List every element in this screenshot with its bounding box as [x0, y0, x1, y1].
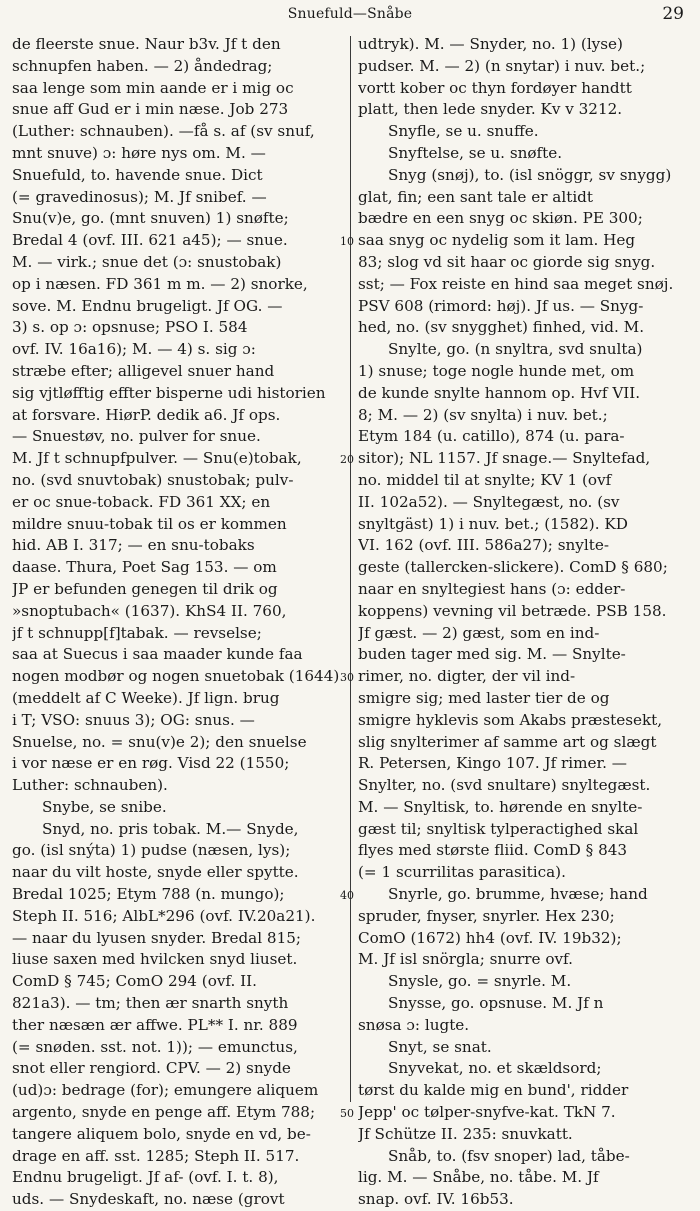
text-line: saa at Suecus i saa maader kunde faa	[12, 645, 303, 664]
text-line: M. Jf isl snörgla; snurre ovf.	[358, 950, 573, 969]
text-line: rimer, no. digter, der vil ind-	[358, 667, 576, 686]
text-line: jf t schnupp[f]tabak. — revselse;	[12, 623, 262, 642]
text-line: PSV 608 (rimord: høj). Jf us. — Snyg-	[358, 296, 644, 315]
text-line: udtryk). M. — Snyder, no. 1) (lyse)	[358, 35, 623, 53]
text-line: liuse saxen med hvilcken snyd liuset.	[12, 950, 298, 969]
text-line: hid. AB I. 317; — en snu-tobaks	[12, 536, 255, 555]
text-line: Snuefuld, to. havende snue. Dict	[12, 165, 263, 184]
text-line: — naar du lyusen snyder. Bredal 815;	[12, 928, 302, 947]
text-line: snyltgäst) 1) i nuv. bet.; (1582). KD	[358, 514, 628, 533]
text-line: Snysse, go. opsnuse. M. Jf n	[388, 994, 604, 1013]
text-line: ovf. IV. 16a16); M. — 4) s. sig ɔ:	[12, 340, 256, 359]
line-number: 40	[340, 889, 354, 903]
text-line: snot eller rengiord. CPV. — 2) snyde	[12, 1059, 291, 1078]
text-line: smigre hyklevis som Akabs præstesekt,	[358, 710, 663, 729]
text-line: sitor); NL 1157. Jf snage.— Snyltefad,	[358, 449, 651, 468]
text-line: i vor næse er en røg. Visd 22 (1550;	[12, 754, 290, 773]
text-line: Bredal 1025; Etym 788 (n. mungo);	[12, 885, 285, 904]
text-line: Snyrle, go. brumme, hvæse; hand	[388, 885, 648, 904]
text-line: Etym 184 (u. catillo), 874 (u. para-	[358, 427, 625, 446]
text-line: schnupfen haben. — 2) åndedrag;	[12, 56, 273, 75]
text-line: saa snyg oc nydelig som it lam. Heg	[358, 231, 636, 250]
text-line: naar du vilt hoste, snyde eller spytte.	[12, 863, 299, 882]
column-divider	[350, 36, 351, 1102]
text-line: (= 1 scurrilitas parasitica).	[358, 863, 566, 882]
running-head: Snuefuld—Snåbe	[287, 6, 413, 22]
text-line: Jf gæst. — 2) gæst, som en ind-	[358, 623, 600, 642]
text-line: 1) snuse; toge nogle hunde met, om	[358, 361, 635, 380]
text-line: stræbe efter; alligevel snuer hand	[12, 361, 275, 380]
text-line: snøsa ɔ: lugte.	[358, 1015, 470, 1034]
text-line: M. — virk.; snue det (ɔ: snustobak)	[12, 252, 282, 271]
line-number: 50	[340, 1107, 354, 1121]
text-line: hed, no. (sv snygghet) finhed, vid. M.	[358, 318, 645, 337]
text-line: mnt snuve) ɔ: høre nys om. M. —	[12, 143, 266, 162]
text-line: Snyvekat, no. et skældsord;	[388, 1059, 602, 1078]
text-line: Snuelse, no. = snu(v)e 2); den snuelse	[12, 732, 307, 751]
text-line: Jepp' oc tølper-snyfve-kat. TkN 7.	[358, 1103, 616, 1122]
text-line: 821a3). — tm; then ær snarth snyth	[12, 994, 289, 1013]
text-line: no. middel til at snylte; KV 1 (ovf	[358, 470, 612, 489]
text-line: lig. M. — Snåbe, no. tåbe. M. Jf	[358, 1168, 599, 1187]
text-line: Snysle, go. = snyrle. M.	[388, 972, 572, 991]
text-line: gæst til; snyltisk tylperactighed skal	[358, 819, 639, 838]
text-line: op i næsen. FD 361 m m. — 2) snorke,	[12, 274, 308, 293]
text-line: tørst du kalde mig en bund', ridder	[358, 1081, 629, 1100]
text-line: (= gravedinosus); M. Jf snibef. —	[12, 187, 267, 206]
text-line: Bredal 4 (ovf. III. 621 a45); — snue.	[12, 231, 288, 250]
text-line: mildre snuu-tobak til os er kommen	[12, 514, 287, 533]
text-line: naar en snyltegiest hans (ɔ: edder-	[358, 579, 626, 598]
text-line: Snyftelse, se u. snøfte.	[388, 143, 563, 162]
text-line: de fleerste snue. Naur b3v. Jf t den	[12, 35, 281, 53]
text-line: VI. 162 (ovf. III. 586a27); snylte-	[358, 536, 609, 555]
text-line: (= snøden. sst. not. 1)); — emunctus,	[12, 1037, 298, 1056]
text-line: R. Petersen, Kingo 107. Jf rimer. —	[358, 754, 627, 773]
text-line: vortt kober oc thyn fordøyer handtt	[358, 78, 632, 97]
text-line: smigre sig; med laster tier de og	[358, 688, 610, 707]
line-number: 30	[340, 671, 354, 685]
text-line: pudser. M. — 2) (n snytar) i nuv. bet.;	[358, 56, 646, 75]
page-header	[0, 4, 700, 26]
text-line: (Luther: schnauben). —få s. af (sv snuf,	[12, 122, 315, 141]
text-line: (ud)ɔ: bedrage (for); emungere aliquem	[12, 1081, 319, 1100]
text-line: Snybe, se snibe.	[42, 797, 167, 816]
text-line: 3) s. op ɔ: opsnuse; PSO I. 584	[12, 318, 248, 337]
text-line: platt, then lede snyder. Kv v 3212.	[358, 100, 623, 119]
text-line: JP er befunden genegen til drik og	[12, 579, 278, 598]
text-line: Jf Schütze II. 235: snuvkatt.	[358, 1124, 573, 1143]
text-line: Snu(v)e, go. (mnt snuven) 1) snøfte;	[12, 209, 289, 228]
text-line: Snyfle, se u. snuffe.	[388, 122, 539, 141]
text-line: Snyd, no. pris tobak. M.— Snyde,	[42, 819, 299, 838]
text-line: uds. — Snydeskaft, no. næse (grovt	[12, 1190, 285, 1209]
text-line: Snyg (snøj), to. (isl snöggr, sv snygg)	[388, 165, 672, 184]
text-line: de kunde snylte hannom op. Hvf VII.	[358, 383, 641, 402]
text-line: bædre en een snyg oc skiøn. PE 300;	[358, 209, 643, 228]
text-line: 83; slog vd sit haar oc giorde sig snyg.	[358, 252, 656, 271]
text-line: glat, fin; een sant tale er altidt	[358, 187, 593, 206]
text-line: at forsvare. HiørP. dedik a6. Jf ops.	[12, 405, 281, 424]
text-line: ComO (1672) hh4 (ovf. IV. 19b32);	[358, 928, 622, 947]
line-number: 20	[340, 453, 354, 467]
text-line: flyes med største fliid. ComD § 843	[358, 841, 628, 860]
text-line: snue aff Gud er i min næse. Job 273	[12, 100, 289, 119]
text-line: sove. M. Endnu brugeligt. Jf OG. —	[12, 296, 283, 315]
text-line: go. (isl snýta) 1) pudse (næsen, lys);	[12, 841, 291, 860]
text-line: II. 102a52). — Snyltegæst, no. (sv	[358, 492, 620, 511]
text-line: i T; VSO: snuus 3); OG: snus. —	[12, 710, 255, 729]
text-line: Snyt, se snat.	[388, 1037, 492, 1056]
text-line: Snylte, go. (n snyltra, svd snulta)	[388, 340, 643, 359]
text-line: koppens) vevning vil betræde. PSB 158.	[358, 601, 667, 620]
text-line: buden tager med sig. M. — Snylte-	[358, 645, 626, 664]
text-line: saa lenge som min aande er i mig oc	[12, 78, 294, 97]
text-line: Luther: schnauben).	[12, 776, 168, 795]
text-line: slig snylterimer af samme art og slægt	[358, 732, 657, 751]
text-line: spruder, fnyser, snyrler. Hex 230;	[358, 906, 615, 925]
text-line: (meddelt af C Weeke). Jf lign. brug	[12, 688, 280, 707]
text-line: M. — Snyltisk, to. hørende en snylte-	[358, 797, 643, 816]
text-line: nogen modbør og nogen snuetobak (1644)	[12, 667, 340, 686]
text-line: 8; M. — 2) (sv snylta) i nuv. bet.;	[358, 405, 608, 424]
text-line: ther næsæn ær affwe. PL** I. nr. 889	[12, 1015, 298, 1034]
line-number: 10	[340, 235, 354, 249]
text-line: sig vjtløfftig effter bisperne udi historien	[12, 383, 326, 402]
text-line: Snylter, no. (svd snultare) snyltegæst.	[358, 776, 651, 795]
page-number: 29	[662, 4, 684, 24]
text-line: geste (tallercken-slickere). ComD § 680;	[358, 558, 668, 577]
text-line: daase. Thura, Poet Sag 153. — om	[12, 558, 277, 577]
text-line: »snoptubach« (1637). KhS4 II. 760,	[12, 601, 287, 620]
text-line: argento, snyde en penge aff. Etym 788;	[12, 1103, 316, 1122]
text-line: — Snuestøv, no. pulver for snue.	[12, 427, 261, 446]
text-line: Endnu brugeligt. Jf af- (ovf. I. t. 8),	[12, 1168, 279, 1187]
text-line: snap. ovf. IV. 16b53.	[358, 1190, 514, 1209]
text-line: sst; — Fox reiste en hind saa meget snøj.	[358, 274, 674, 293]
text-line: M. Jf t schnupfpulver. — Snu(e)tobak,	[12, 449, 302, 468]
text-line: drage en aff. sst. 1285; Steph II. 517.	[12, 1146, 300, 1165]
text-line: ComD § 745; ComO 294 (ovf. II.	[12, 972, 257, 991]
right-column	[358, 34, 688, 1211]
text-line: er oc snue-toback. FD 361 XX; en	[12, 492, 271, 511]
text-line: Snåb, to. (fsv snoper) lad, tåbe-	[388, 1146, 630, 1165]
text-line: no. (svd snuvtobak) snustobak; pulv-	[12, 470, 294, 489]
text-line: Steph II. 516; AlbL*296 (ovf. IV.20a21).	[12, 906, 316, 925]
left-column	[12, 34, 344, 1211]
text-line: tangere aliquem bolo, snyde en vd, be-	[12, 1124, 311, 1143]
